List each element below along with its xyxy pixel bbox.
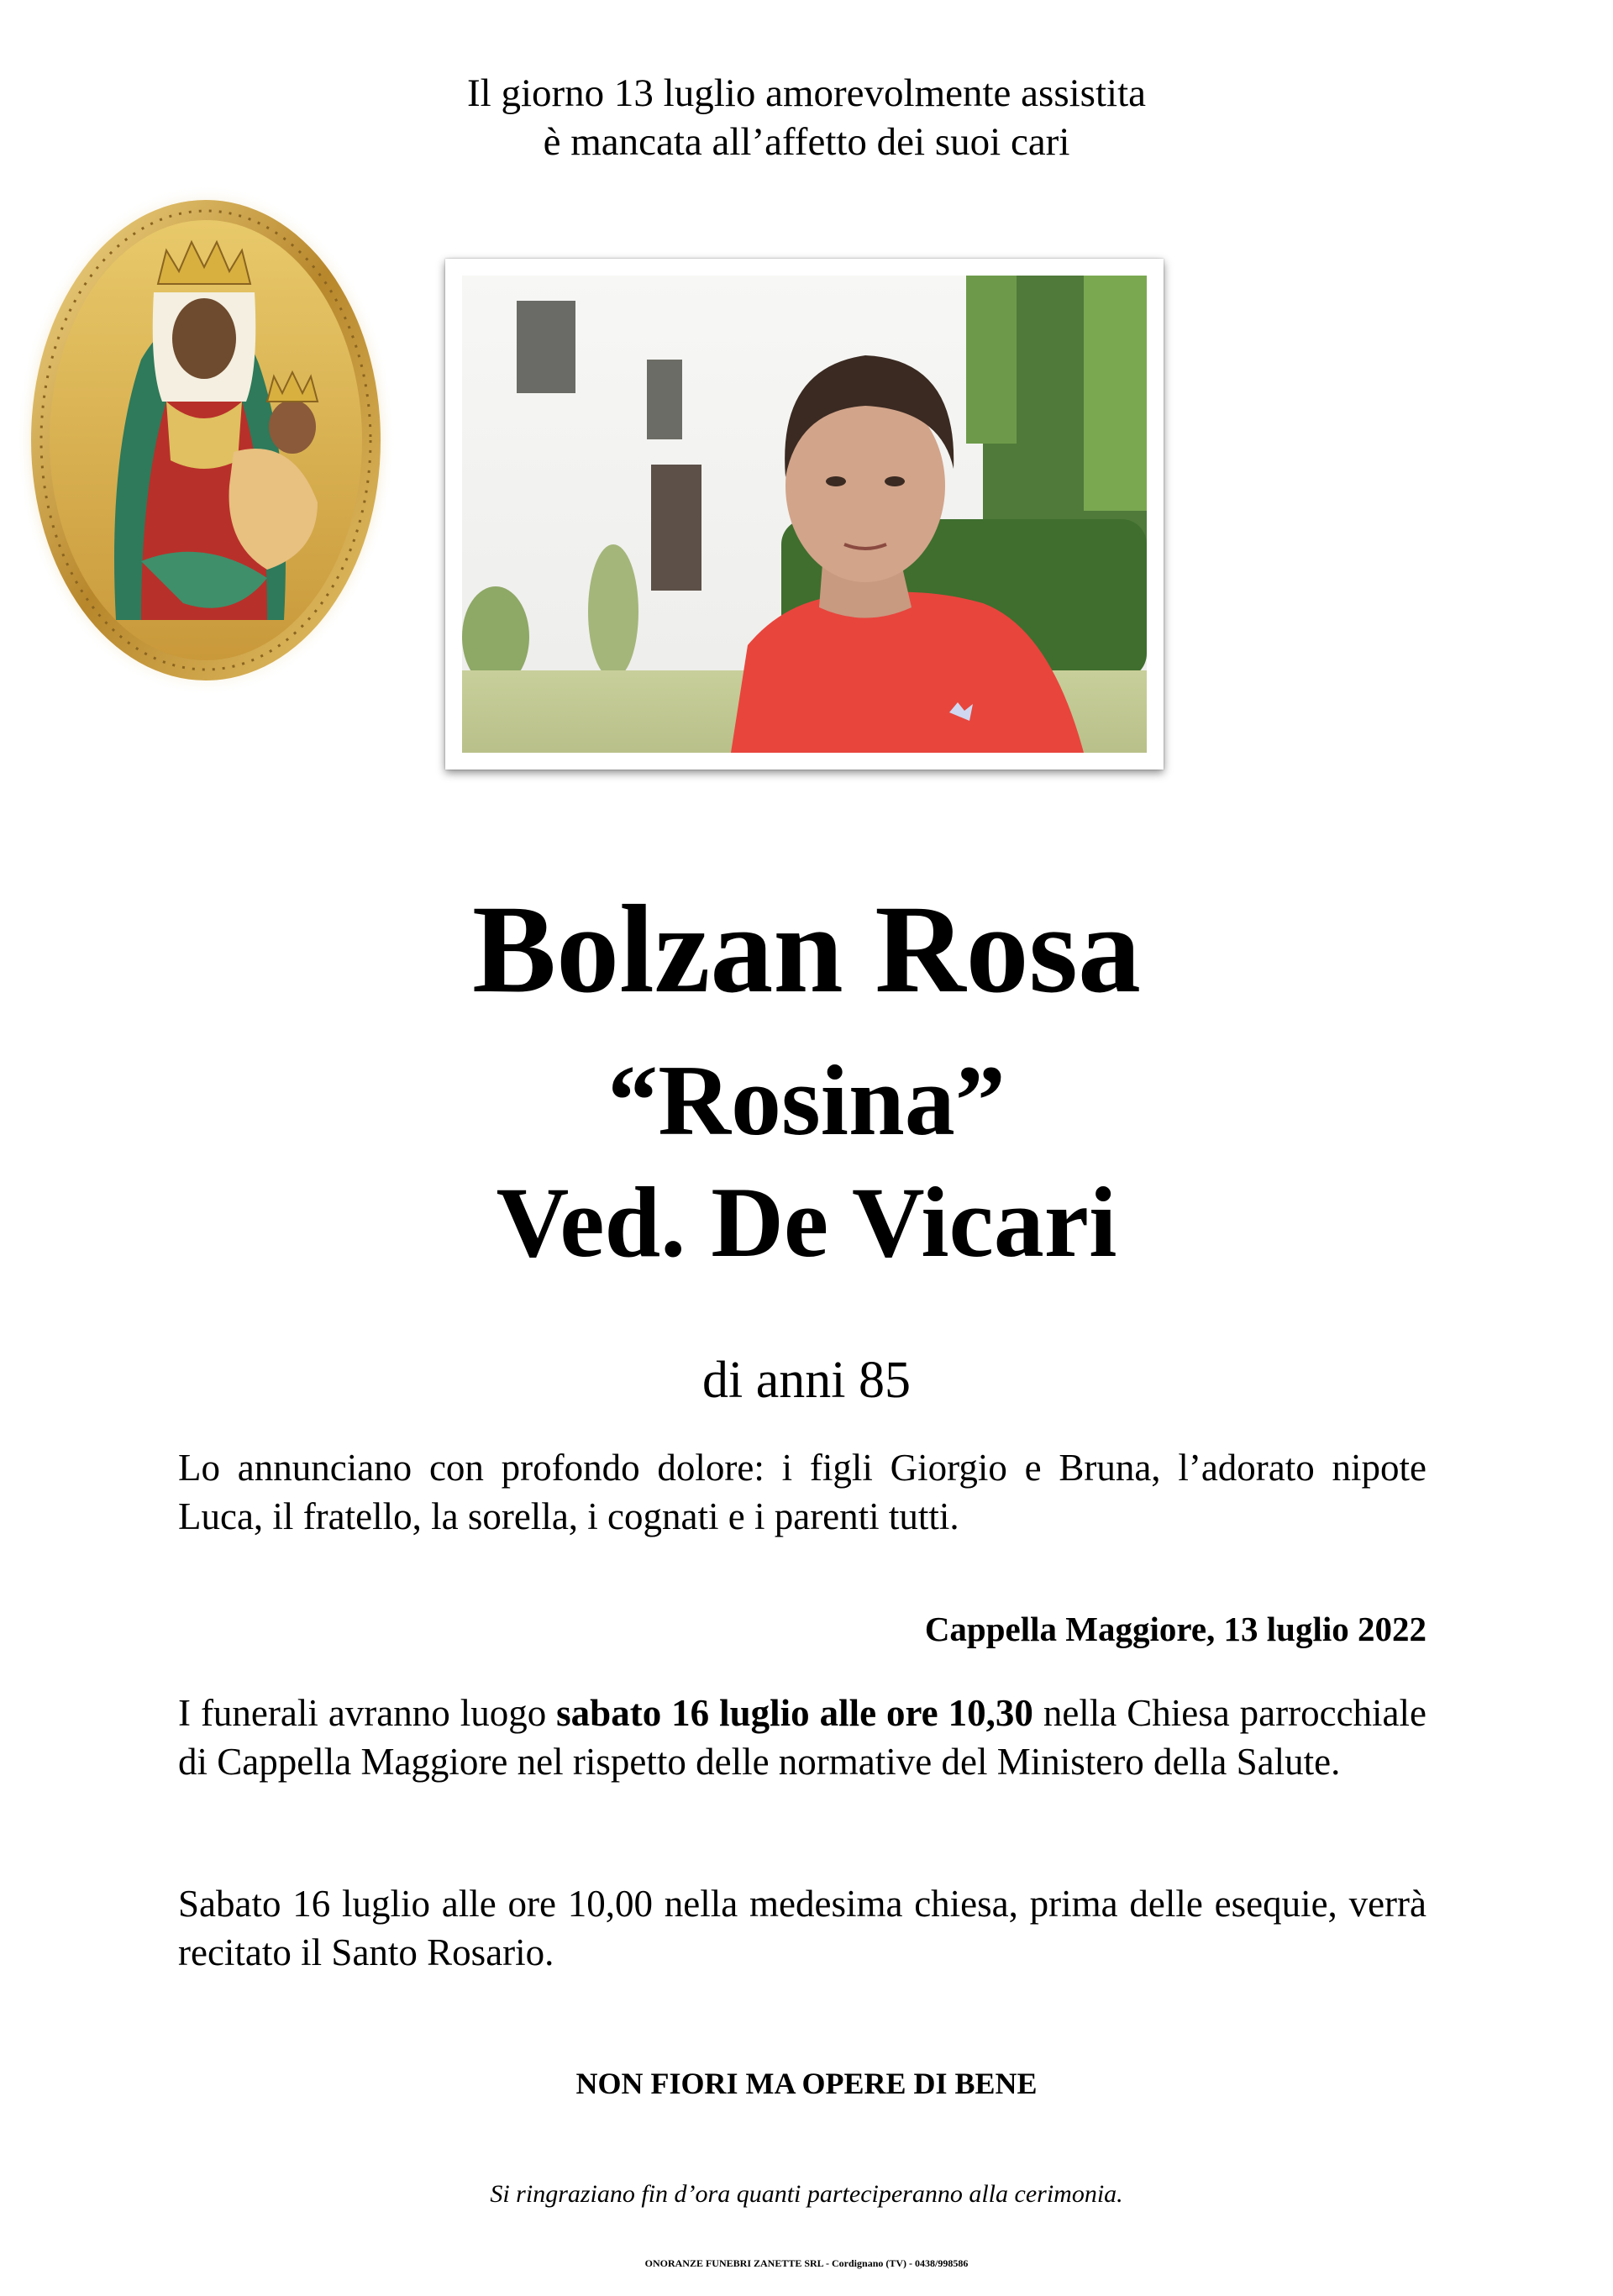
no-flowers-notice: NON FIORI MA OPERE DI BENE — [575, 2067, 1038, 2100]
intro-line-1: Il giorno 13 luglio amorevolmente assistita — [467, 71, 1146, 115]
announcement-paragraph: Lo annunciano con profondo dolore: i figli Giorgio e Bruna, l’adorato nipote Luca, il fratello, la sorella, i cognati e i parenti tutti. — [178, 1447, 1426, 1537]
age-text: di anni 85 — [702, 1352, 911, 1409]
funeral-home-footer: ONORANZE FUNEBRI ZANETTE SRL - Cordignano (TV) - 0438/998586 — [644, 2257, 969, 2269]
deceased-name: Bolzan Rosa — [472, 880, 1141, 1019]
deceased-nickname: “Rosina” — [607, 1044, 1006, 1156]
intro-text — [0, 69, 1613, 166]
deceased-widow-of: Ved. De Vicari — [496, 1166, 1117, 1278]
thanks-text: Si ringraziano fin d’ora quanti parteciperanno alla cerimonia. — [490, 2180, 1123, 2208]
funeral-paragraph — [178, 1689, 1426, 1786]
madonna-with-child-icon — [15, 183, 397, 697]
funeral-date-time: sabato 16 luglio alle ore 10,30 — [556, 1692, 1033, 1734]
place-date: Cappella Maggiore, 13 luglio 2022 — [924, 1610, 1426, 1648]
funeral-text-before: I funerali avranno luogo — [178, 1692, 557, 1734]
portrait-photo — [445, 259, 1164, 770]
rosary-paragraph: Sabato 16 luglio alle ore 10,00 nella medesima chiesa, prima delle esequie, verrà recitato il Santo Rosario. — [178, 1883, 1426, 1973]
funeral-text-after: nella Chiesa parrocchiale di Cappella Maggiore nel rispetto delle normative del Ministero della Salute. — [178, 1692, 1427, 1783]
intro-line-2: è mancata all’affetto dei suoi cari — [543, 120, 1070, 164]
